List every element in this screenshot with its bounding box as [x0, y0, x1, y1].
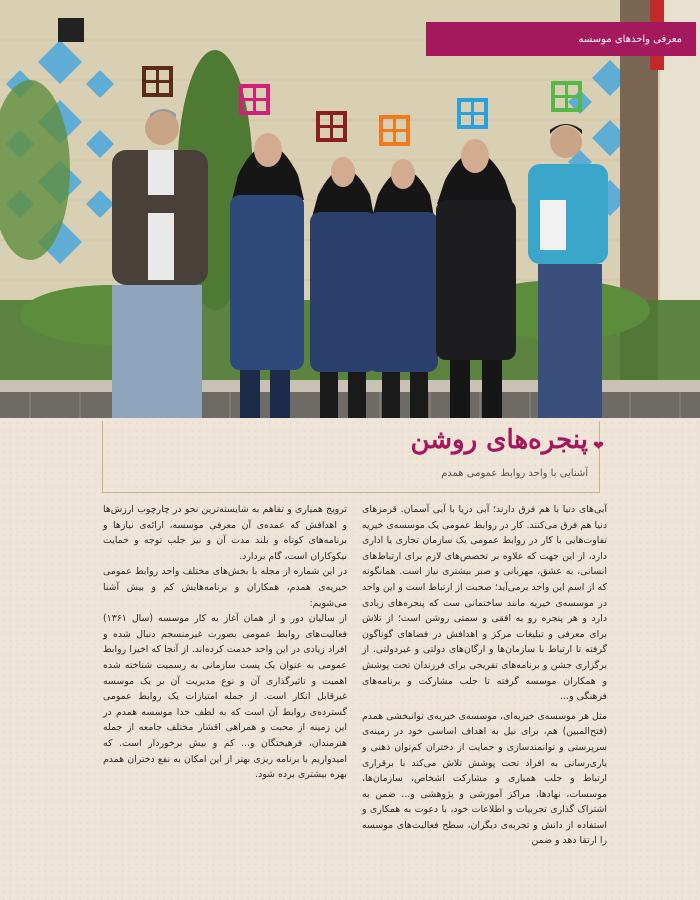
article-subtitle: آشنایی با واحد روابط عمومی همدم — [441, 468, 588, 479]
paragraph: آبی‌های دنیا با هم فرق دارند؛ آبی دریا با آبی آسمان. قرمزهای دنیا هم فرق می‌کنند. کار در روابط عمومی یک موسسه‌ی خیریه تفاوت‌هایی با کار در روابط عمومی یک سازمان تجاری یا اداری دارد، از این جهت که علاوه بر تخصص‌های لازم برای ارتباط‌های انسانی، به عشق، مهربانی و صبر بیشتری نیاز است. همانگونه که از اسم این واحد برمی‌آید؛ صحبت از ارتباط است و این واحد در موسسه‌ی خیریه مانند ساختمانی ست که پنجره‌های زیادی دارد و هر پنجره رو به افقی و سمتی روشن است؛ از تلاش برای معرفی و تبلیغات مرکز و اهدافش در فضاهای گوناگون گرفته تا ارتباط با سازمان‌ها و ارگان‌های دولتی و غیردولتی. از برگزاری جشن و برنامه‌های تفریحی برای فرزندان تحت پوشش و همکاران موسسه گرفته تا جلب مشارکت و برنامه‌های فرهنگی و... — [362, 504, 607, 703]
paragraph: مثل هر موسسه‌ی خیریه‌ای، موسسه‌ی خیریه‌ی توانبخشی همدم (فتح‌المبین) هم، برای نیل به اهداف اساسی خود در زمینه‌ی سرپرستی و توانمندسازی و حمایت از دختران کم‌توان ذهنی و یاری‌رسانی به افراد تحت پوشش تلاش می‌کند با برقراری ارتباط و جلب همیاری و مشارکت اشخاص، سازمان‌ها، موسسات، نهادها، مراکز آموزشی و پژوهشی و... ضمن به اشتراک گذاری تجربیات و اطلاعات خود، با دعوت به همکاری و استفاده از دانش و تجربه‌ی دیگران، سطح فعالیت‌های موسسه را ارتقا دهد و ضمن — [362, 710, 607, 847]
paragraph: ترویج همیاری و تفاهم به شایسته‌ترین نحو در چارچوب ارزش‌ها و اهدافش که عمده‌ی آن معرفی موسسه، ارائه‌ی نیازها و برنامه‌های کوتاه و بلند مدت آن و نیز جلب توجه و حمایت نیکوکاران است، گام بردارد. — [103, 504, 347, 562]
article-column-right — [362, 502, 607, 849]
group-photo — [0, 0, 700, 418]
paragraph: از سالیان دور و از همان آغاز به کار موسسه (سال ۱۳۶۱) فعالیت‌های روابط عمومی بصورت غیرمنسجم دنبال شده و افراد زیادی در این واحد خدمت کرده‌اند. از آنجا که اخیرا روابط عمومی به عنوان یک پست سازمانی به رسمیت شناخته شده اهمیت و تاثیرگذاری آن و نوع مدیریت آن بر یک موسسه غیرقابل انکار است. از جمله امتیازات یک روابط عمومی گسترده‌ی روابط آن است که به لطف خدا موسسه همدم در این زمینه از محبت و همراهی اقشار مختلف جامعه از جمله هنرمندان، فرهیختگان و... کم و بیش برخوردار است. که امیدواریم با برنامه ریزی بهتر از این امکان به نفع دختران همدم بهره بیشتری برده شود. — [103, 613, 347, 781]
heart-icon: ❤ — [593, 439, 604, 454]
article-column-left — [103, 502, 347, 783]
person-man-left — [112, 109, 208, 418]
paragraph: در این شماره از مجله با بخش‌های مختلف واحد روابط عمومی خیریه‌ی همدم، همکاران و برنامه‌هایش کم و بیش آشنا می‌شویم: — [103, 566, 347, 609]
section-tab — [426, 22, 696, 56]
person-man-right — [528, 124, 608, 418]
section-tab-label: معرفی واحدهای موسسه — [578, 33, 682, 45]
article-title: پنجره‌های روشن — [410, 425, 588, 455]
